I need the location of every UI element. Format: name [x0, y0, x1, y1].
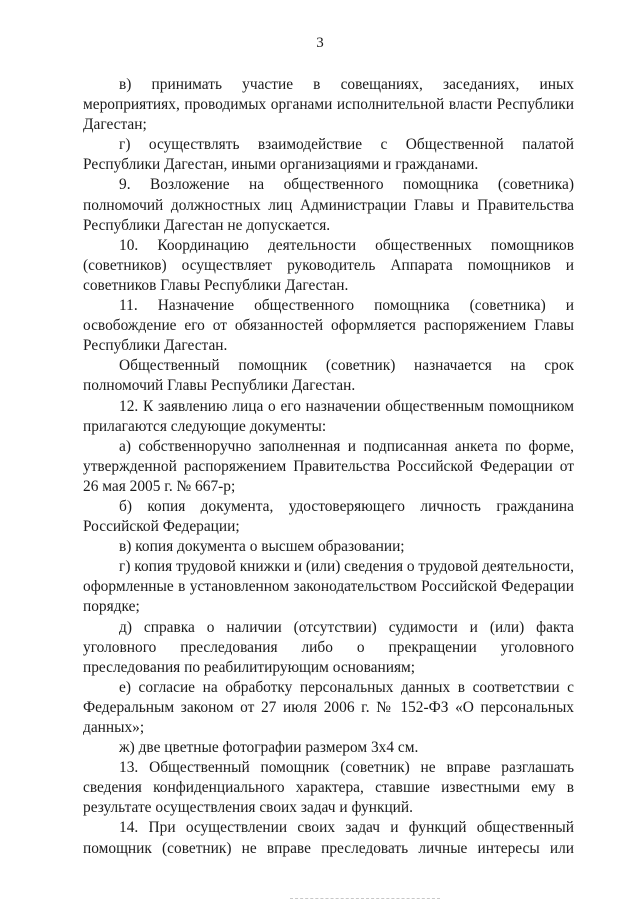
paragraph-9: 9. Возложение на общественного помощника (советника) полномочий должностных лиц Администрации Главы и Правительства Республики Дагестан не допускается. — [83, 176, 574, 234]
paragraph-term: Общественный помощник (советник) назначается на срок полномочий Главы Республики Дагестан. — [83, 357, 574, 395]
list-item-zh: ж) две цветные фотографии размером 3х4 см. — [119, 739, 419, 757]
list-item-g: г) копия трудовой книжки и (или) сведения о трудовой деятельности, оформленные в установленном законодательством Российской Федерации порядке; — [83, 558, 574, 616]
paragraph-14: 14. При осуществлении своих задач и функций общественный помощник (советник) не вправе преследовать личные интересы или — [83, 819, 574, 857]
list-item-b: б) копия документа, удостоверяющего личность гражданина Российской Федерации; — [83, 497, 574, 536]
paragraph-12: 12. К заявлению лица о его назначении общественным помощником прилагаются следующие документы: — [83, 397, 574, 435]
paragraph-13: 13. Общественный помощник (советник) не вправе разглашать сведения конфиденциального характера, ставшие известными ему в результате осуществления своих задач и функций. — [83, 759, 574, 817]
paragraph-10: 10. Координацию деятельности общественных помощников (советников) осуществляет руководитель Аппарата помощников и советников Главы Республики Дагестан. — [83, 236, 574, 294]
page-number: 3 — [316, 35, 324, 51]
paragraph-g-interaction: г) осуществлять взаимодействие с Общественной палатой Республики Дагестан, иными организациями и гражданами. — [83, 136, 574, 174]
paragraph-11: 11. Назначение общественного помощника (советника) и освобождение его от обязанностей оформляется распоряжением Главы Республики Дагестан. — [83, 297, 574, 355]
paragraph-v-participation: в) принимать участие в совещаниях, заседаниях, иных мероприятиях, проводимых органами исполнительной власти Республики Дагестан; — [83, 76, 574, 134]
list-item-v: в) копия документа о высшем образовании; — [119, 538, 405, 556]
scan-edge-artifact — [290, 898, 440, 901]
list-item-a: а) собственноручно заполненная и подписанная анкета по форме, утвержденной распоряжением Правительства Российской Федерации от 26 мая 2005 г. № 667-р; — [83, 437, 574, 495]
list-item-e: е) согласие на обработку персональных данных в соответствии с Федеральным законом от 27 июля 2006 г. № 152-ФЗ «О персональных данных»; — [83, 678, 574, 736]
document-body — [83, 75, 574, 859]
list-item-d: д) справка о наличии (отсутствии) судимости и (или) факта уголовного преследования либо о прекращении уголовного преследования по реабилитирующим основаниям; — [83, 618, 574, 676]
